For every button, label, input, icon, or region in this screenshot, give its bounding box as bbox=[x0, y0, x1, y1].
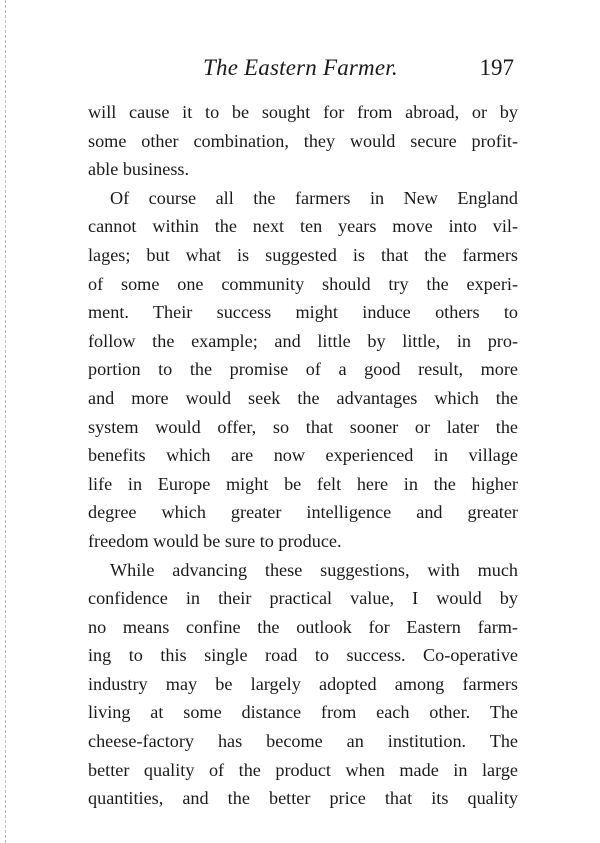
text-line: Of course all the farmers in New England bbox=[110, 187, 518, 208]
text-line: lages; but what is suggested is that the farmers bbox=[88, 244, 518, 265]
text-line: ing to this single road to success. Co-operative bbox=[88, 645, 518, 666]
running-title: The Eastern Farmer. bbox=[203, 55, 398, 80]
text-line: ment. Their success might induce others to bbox=[88, 302, 518, 323]
text-line: cheese-factory has become an institution. The bbox=[88, 731, 518, 752]
text-line: confidence in their practical value, I would by bbox=[88, 588, 518, 609]
text-line: industry may be largely adopted among farmers bbox=[88, 673, 518, 694]
text-line: life in Europe might be felt here in the higher bbox=[88, 473, 518, 494]
text-line: will cause it to be sought for from abroad, or by bbox=[88, 102, 518, 122]
text-line: living at some distance from each other. The bbox=[88, 702, 518, 723]
text-line: degree which greater intelligence and greater bbox=[88, 502, 518, 523]
text-line: some other combination, they would secure profit- bbox=[88, 130, 518, 151]
body-text bbox=[88, 98, 518, 813]
text-line: no means confine the outlook for Eastern farm- bbox=[88, 616, 518, 637]
text-line: benefits which are now experienced in village bbox=[88, 445, 518, 466]
page-gutter-edge bbox=[5, 0, 6, 843]
page-number: 197 bbox=[479, 55, 514, 80]
text-line: system would offer, so that sooner or later the bbox=[88, 416, 518, 437]
text-line: freedom would be sure to produce. bbox=[88, 530, 342, 551]
text-line: cannot within the next ten years move into vil- bbox=[88, 216, 518, 237]
text-line: portion to the promise of a good result, more bbox=[88, 359, 518, 380]
text-line: and more would seek the advantages which the bbox=[88, 387, 518, 408]
text-line: of some one community should try the experi- bbox=[88, 273, 518, 294]
text-line: quantities, and the better price that its quality bbox=[88, 788, 518, 809]
text-line: better quality of the product when made in large bbox=[88, 759, 518, 780]
text-line: follow the example; and little by little, in pro- bbox=[88, 330, 518, 351]
text-line: able business. bbox=[88, 159, 190, 180]
page-header bbox=[88, 55, 518, 85]
text-line: While advancing these suggestions, with much bbox=[110, 559, 518, 580]
